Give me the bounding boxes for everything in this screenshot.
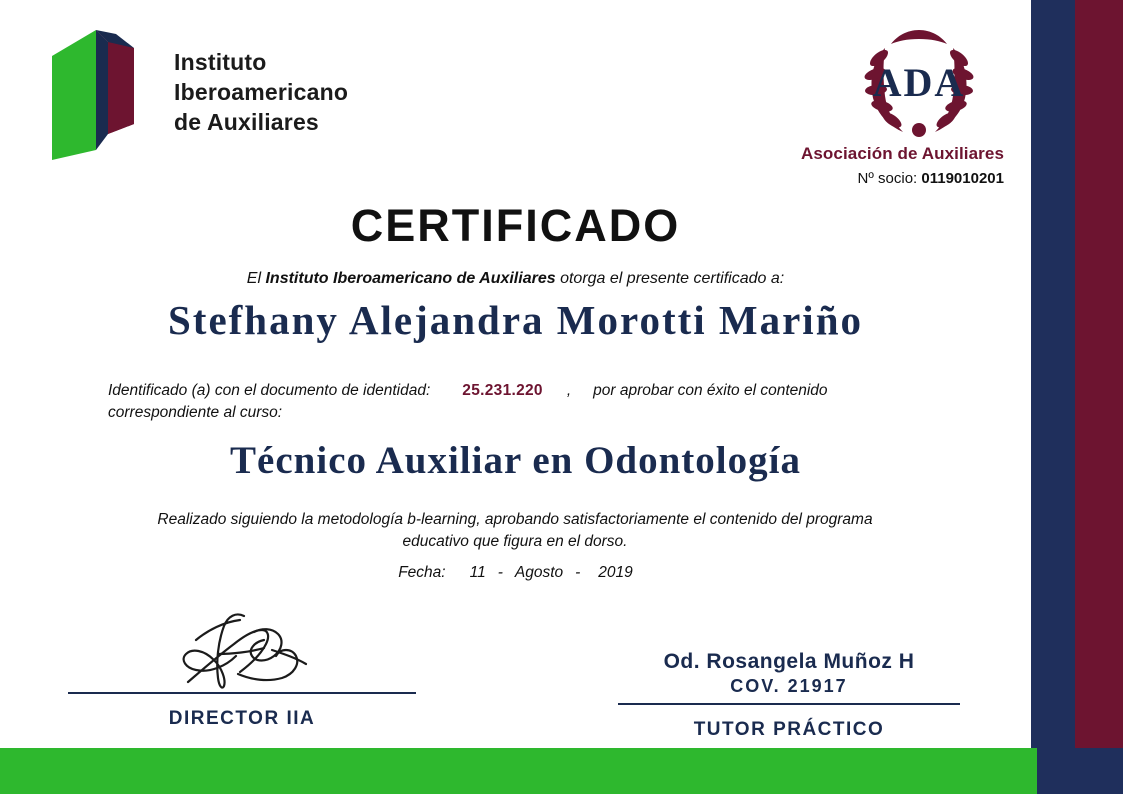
svg-text:ADA: ADA	[872, 60, 966, 105]
association-title: Asociación de Auxiliares	[800, 144, 1004, 163]
intro-line	[0, 270, 1031, 288]
date-label: Fecha:	[398, 564, 446, 581]
date-year: 2019	[598, 564, 633, 581]
ada-laurel-wreath-emblem-icon	[674, 24, 1004, 142]
institution-name-line-1: Instituto	[174, 49, 267, 75]
method-text: Realizado siguiendo la metodología b-learning, aprobando satisfactoriamente el contenido del programa educativo que figura en el dorso.	[157, 511, 873, 551]
identity-comma: ,	[566, 382, 572, 399]
member-number: 0119010201	[921, 170, 1004, 187]
intro-institution: Instituto Iberoamericano de Auxiliares	[265, 270, 556, 287]
iia-diamond-logo-icon	[46, 28, 156, 162]
decor-bar-bottom-green	[0, 748, 1037, 794]
signature-line-tutor	[618, 703, 960, 705]
institution-logo	[46, 28, 446, 168]
institution-name-line-3: de Auxiliares	[174, 108, 319, 135]
page-title: CERTIFICADO	[350, 200, 681, 251]
identity-label: Identificado (a) con el documento de identidad:	[108, 382, 431, 399]
certificate-header	[0, 0, 1031, 190]
signature-block-tutor	[618, 610, 960, 741]
tutor-name: Od. Rosangela Muñoz H	[663, 650, 915, 673]
association-member-row	[674, 170, 1004, 187]
decor-bar-bottom-navy	[1037, 748, 1123, 794]
course-name: Técnico Auxiliar en Odontología	[230, 439, 801, 482]
signature-block-director	[68, 610, 416, 730]
signature-role-tutor: TUTOR PRÁCTICO	[693, 719, 885, 740]
date-day: 11	[469, 564, 486, 581]
signature-line-director	[68, 692, 416, 694]
handwritten-signature-icon	[68, 610, 416, 692]
decor-bar-right-navy	[1031, 0, 1075, 748]
date-month: Agosto	[514, 564, 564, 581]
association-block	[674, 24, 1004, 187]
institution-name-line-2: Iberoamericano	[174, 78, 349, 105]
date-line	[0, 564, 1031, 582]
date-separator-1: -	[497, 564, 503, 581]
student-name: Stefhany Alejandra Morotti Mariño	[168, 297, 863, 343]
tutor-license: COV. 21917	[730, 676, 848, 696]
date-separator-2: -	[575, 564, 581, 581]
decor-bar-right-maroon	[1075, 0, 1123, 748]
intro-suffix: otorga el presente certificado a:	[560, 270, 785, 287]
intro-prefix: El	[246, 270, 262, 287]
tutor-spacer	[618, 610, 960, 650]
identity-line	[108, 380, 898, 425]
institution-name	[174, 48, 348, 138]
identity-continuation: por aprobar con éxito el contenido correspondiente al curso:	[108, 382, 828, 422]
member-label: Nº socio:	[857, 170, 918, 187]
signature-role-director: DIRECTOR IIA	[168, 708, 316, 729]
identity-number: 25.231.220	[462, 382, 543, 399]
